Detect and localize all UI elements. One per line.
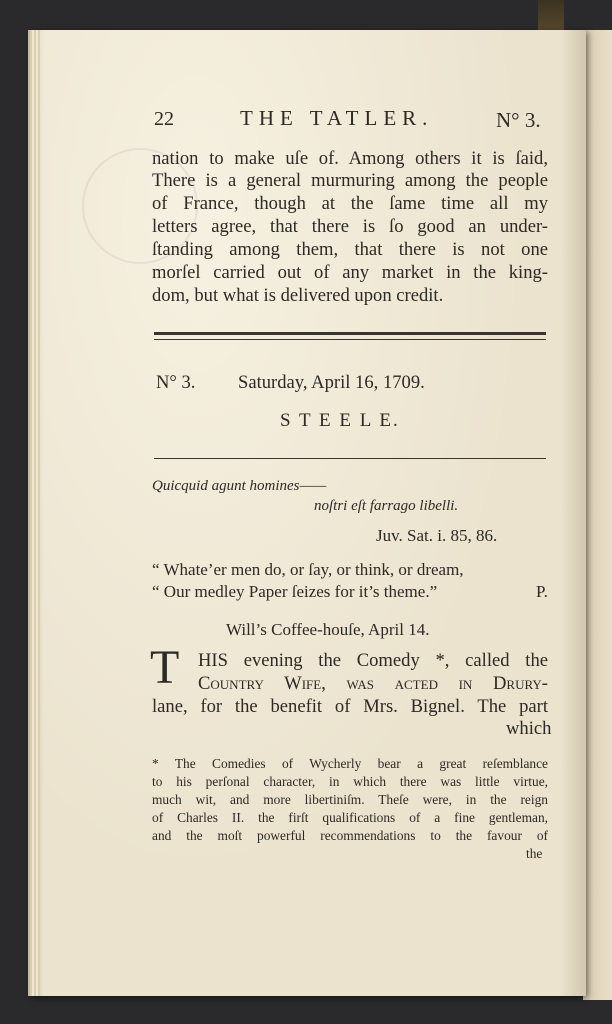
text-line: morſel carried out of any market in the king-: [152, 262, 548, 283]
footnote-line: much wit, and more libertiniſm. Theſe were, in the reign: [152, 792, 548, 807]
footnote-line: of Charles II. the firſt qualifications of a fine gentleman,: [152, 810, 548, 825]
text-line: letters agree, that there is ſo good an under-: [152, 216, 548, 237]
motto-line-1: Quicquid agunt homines——: [152, 478, 327, 494]
double-rule-thin: [154, 339, 546, 340]
issue-date: Saturday, April 16, 1709.: [238, 372, 425, 393]
catchword: which: [506, 718, 552, 739]
article-line-3: lane, for the benefit of Mrs. Bignel. The part: [152, 696, 548, 717]
section-heading: Will’s Coffee-houſe, April 14.: [226, 620, 430, 639]
footnote-line: to his perſonal character, in which there was little virtue,: [152, 774, 548, 789]
issue-number-header: N° 3.: [496, 108, 541, 132]
text-line: nation to make uſe of. Among others it is ſaid,: [152, 148, 548, 169]
drop-cap: T: [150, 641, 180, 694]
running-title: THE TATLER.: [240, 106, 434, 130]
issue-number: N° 3.: [156, 372, 196, 393]
translation-line-2: “ Our medley Paper ſeizes for it’s theme.”: [152, 582, 438, 601]
page-number: 22: [154, 108, 174, 130]
double-rule-thick: [154, 332, 546, 335]
article-line-1: HIS evening the Comedy *, called the: [198, 650, 548, 671]
text-line: There is a general murmuring among the people: [152, 170, 548, 191]
translation-line-1: “ Whate’er men do, or ſay, or think, or dream,: [152, 560, 464, 579]
footnote-catchword: the: [526, 846, 543, 861]
footnote-line: and the moſt powerful recommendations to the favour of: [152, 828, 548, 843]
text-line: of France, though at the ſame time all my: [152, 193, 548, 214]
text-line: dom, but what is delivered upon credit.: [152, 285, 444, 306]
book-spine-strip: [538, 0, 564, 34]
footnote-line: * The Comedies of Wycherly bear a great reſemblance: [152, 756, 548, 771]
page-edge-lines: [30, 30, 40, 996]
text-line: ſtanding among them, that there is not one: [152, 239, 548, 260]
book-page: [30, 30, 586, 996]
motto-line-2: noſtri eſt farrago libelli.: [314, 498, 459, 514]
facing-page-edge: [583, 30, 612, 1000]
author-name: S T E E L E.: [280, 410, 400, 431]
section-rule: [154, 458, 546, 459]
motto-citation: Juv. Sat. i. 85, 86.: [376, 526, 498, 545]
translation-attribution: P.: [536, 582, 548, 601]
article-line-2: Country Wife, was acted in Drury-: [198, 673, 548, 694]
